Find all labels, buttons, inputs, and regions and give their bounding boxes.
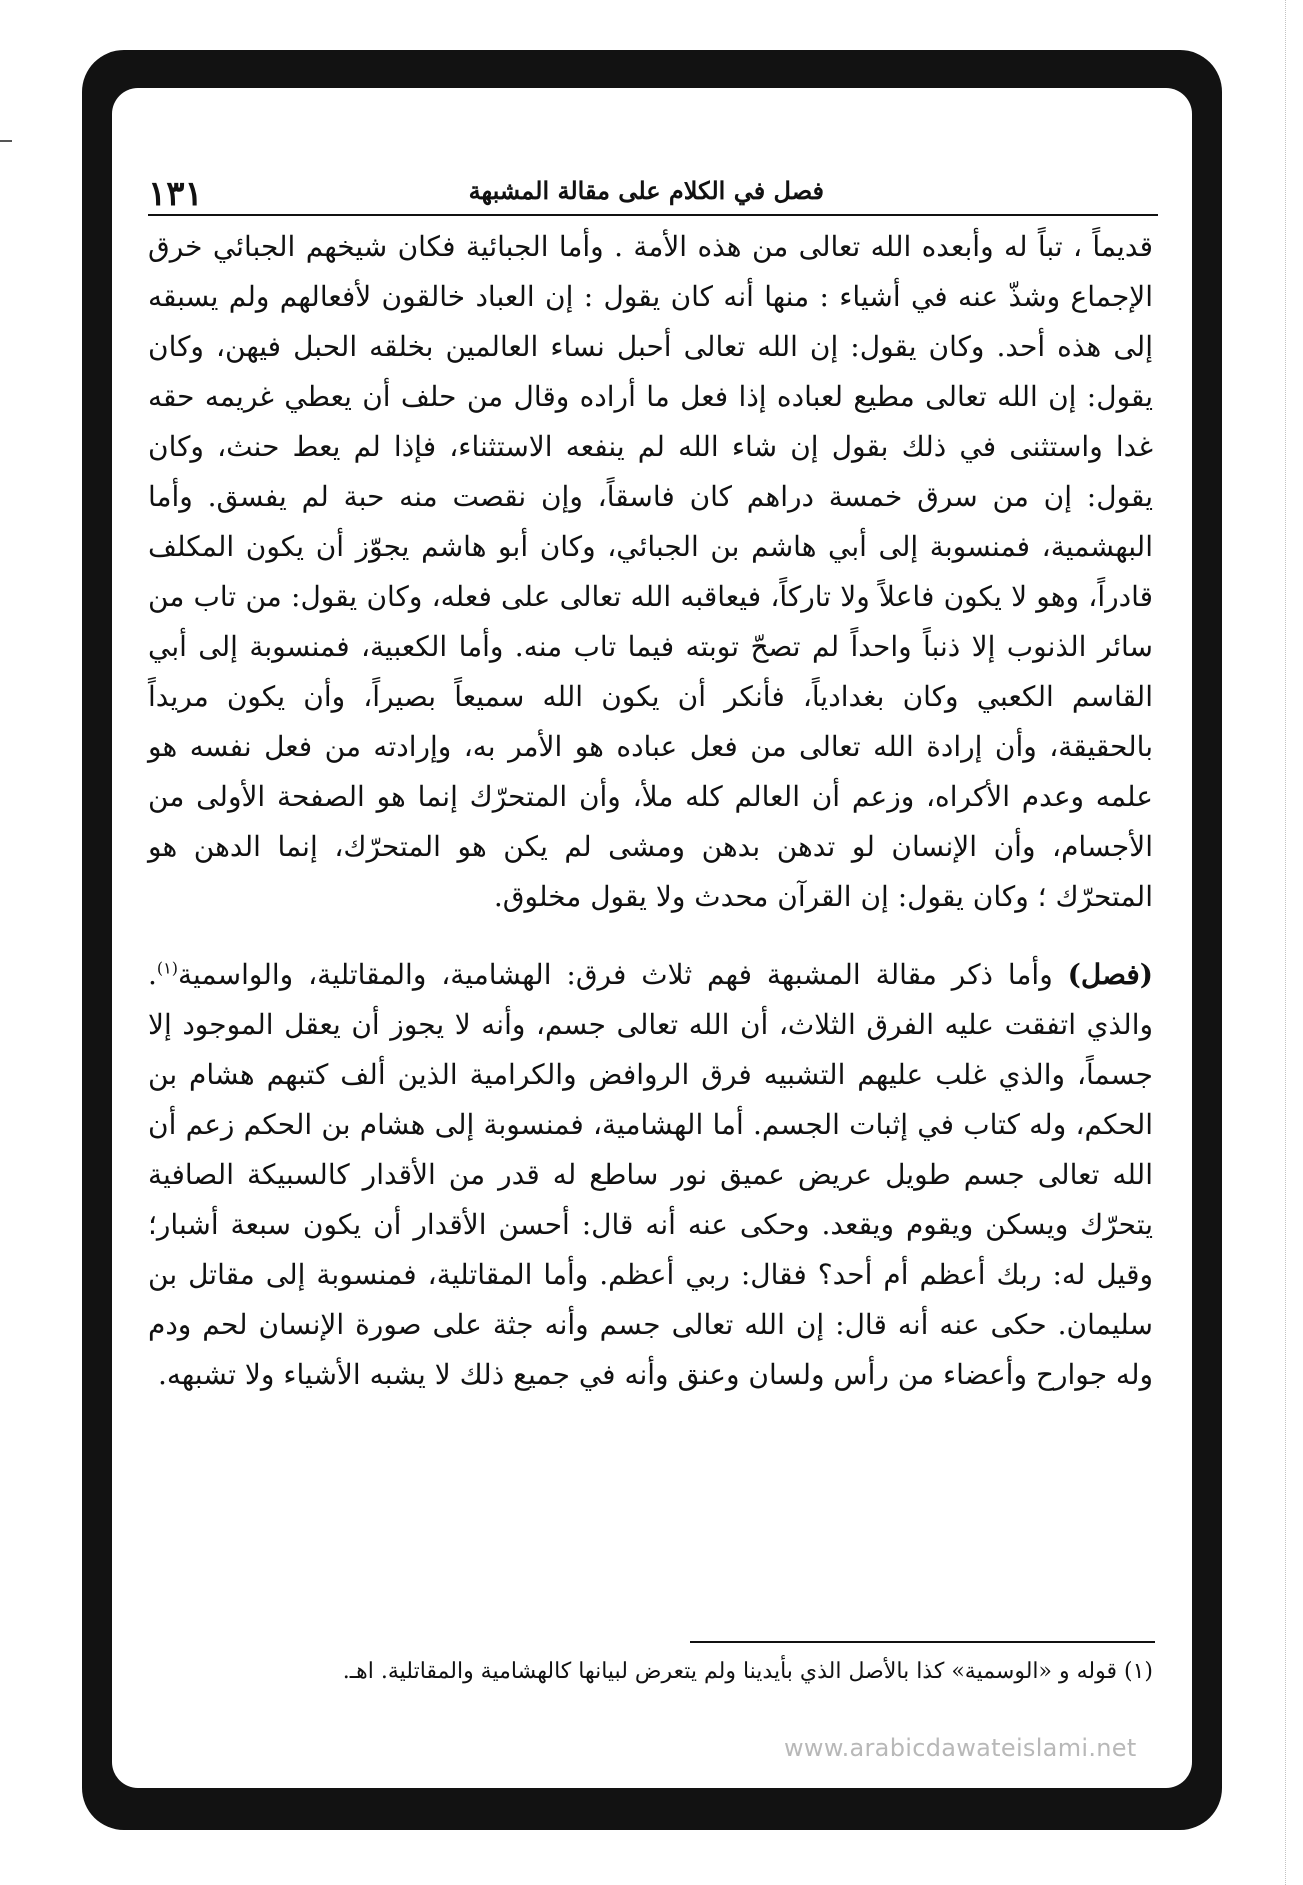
page-number: ١٣١: [148, 174, 203, 214]
paragraph-text: . والذي اتفقت عليه الفرق الثلاث، أن الله تعالى جسم، وأنه لا يجوز أن يعقل الموجود إلا جسماً، والذي غلب عليهم التشبيه فرق الروافض والكرامية الذين ألف كتبهم هشام بن الحكم، وله كتاب في إثبات الجسم. أما الهشامية، فمنسوبة إلى هشام بن الحكم زعم أن الله تعالى جسم طويل عريض عميق نور ساطع له قدر من الأقدار كالسبيكة الصافية يتحرّك ويسكن ويقوم ويقعد. وحكى عنه أنه قال: أحسن الأقدار أن يكون سبعة أشبار؛ وقيل له: ربك أعظم أم أحد؟ فقال: ربي أعظم. وأما المقاتلية، فمنسوبة إلى مقاتل بن سليمان. حكى عنه أنه قال: إن الله تعالى جسم وأنه جثة على صورة الإنسان لحم ودم وله جوارح وأعضاء من رأس ولسان وعنق وأنه في جميع ذلك لا يشبه الأشياء ولا تشبهه.: [148, 958, 1154, 1391]
footnote: (١) قوله و «الوسمية» كذا بالأصل الذي بأيدينا ولم يتعرض لبيانها كالهشامية والمقاتلية. اهـ.: [342, 1659, 1153, 1684]
running-title: فصل في الكلام على مقالة المشبهة: [468, 176, 824, 205]
paragraph: قديماً ، تباً له وأبعده الله تعالى من هذه الأمة . وأما الجبائية فكان شيخهم الجبائي خرق الإجماع وشذّ عنه في أشياء : منها أنه كان يقول : إن العباد خالقون لأفعالهم ولم يسبقه إلى هذه أحد. وكان يقول: إن الله تعالى أحبل نساء العالمين بخلقه الحبل فيهن، وكان يقول: إن الله تعالى مطيع لعباده إذا فعل ما أراده وقال من حلف أن يعطي غريمه حقه غدا واستثنى في ذلك بقول إن شاء الله لم ينفعه الاستثناء، فإذا لم يعط حنث، وكان يقول: إن من سرق خمسة دراهم كان فاسقاً، وإن نقصت منه حبة لم يفسق. وأما البهشمية، فمنسوبة إلى أبي هاشم بن الجبائي، وكان أبو هاشم يجوّز أن يكون المكلف قادراً، وهو لا يكون فاعلاً ولا تاركاً، فيعاقبه الله تعالى على فعله، وكان يقول: من تاب من سائر الذنوب إلا ذنباً واحداً لم تصحّ توبته فيما تاب منه. وأما الكعبية، فمنسوبة إلى أبي القاسم الكعبي وكان بغدادياً، فأنكر أن يكون الله سميعاً بصيراً، وأن يكون مريداً بالحقيقة، وأن إرادة الله تعالى من فعل عباده هو الأمر به، وإرادته من فعل نفسه هو علمه وعدم الأكراه، وزعم أن العالم كله ملأ، وأن المتحرّك إنما هو الصفحة الأولى من الأجسام، وأن الإنسان لو تدهن بدهن ومشى لم يكن هو المتحرّك، إنما الدهن هو المتحرّك ؛ وكان يقول: إن القرآن محدث ولا يقول مخلوق.: [148, 230, 1154, 913]
scan-margin-mark: [0, 140, 12, 142]
section-heading-word: (فصل): [1067, 958, 1153, 991]
paragraph-text: وأما ذكر مقالة المشبهة فهم ثلاث فرق: الهشامية، والمقاتلية، والواسمية: [178, 958, 1068, 991]
body-text: [148, 222, 1153, 1400]
footnote-rule: [690, 1641, 1155, 1643]
paragraph: [148, 950, 1153, 1400]
watermark: www.arabicdawateislami.net: [784, 1734, 1137, 1762]
header-rule: [148, 214, 1158, 216]
footnote-reference: (١): [156, 958, 178, 978]
page-header: [148, 166, 1158, 216]
scan-edge-dots: [1285, 0, 1289, 1885]
